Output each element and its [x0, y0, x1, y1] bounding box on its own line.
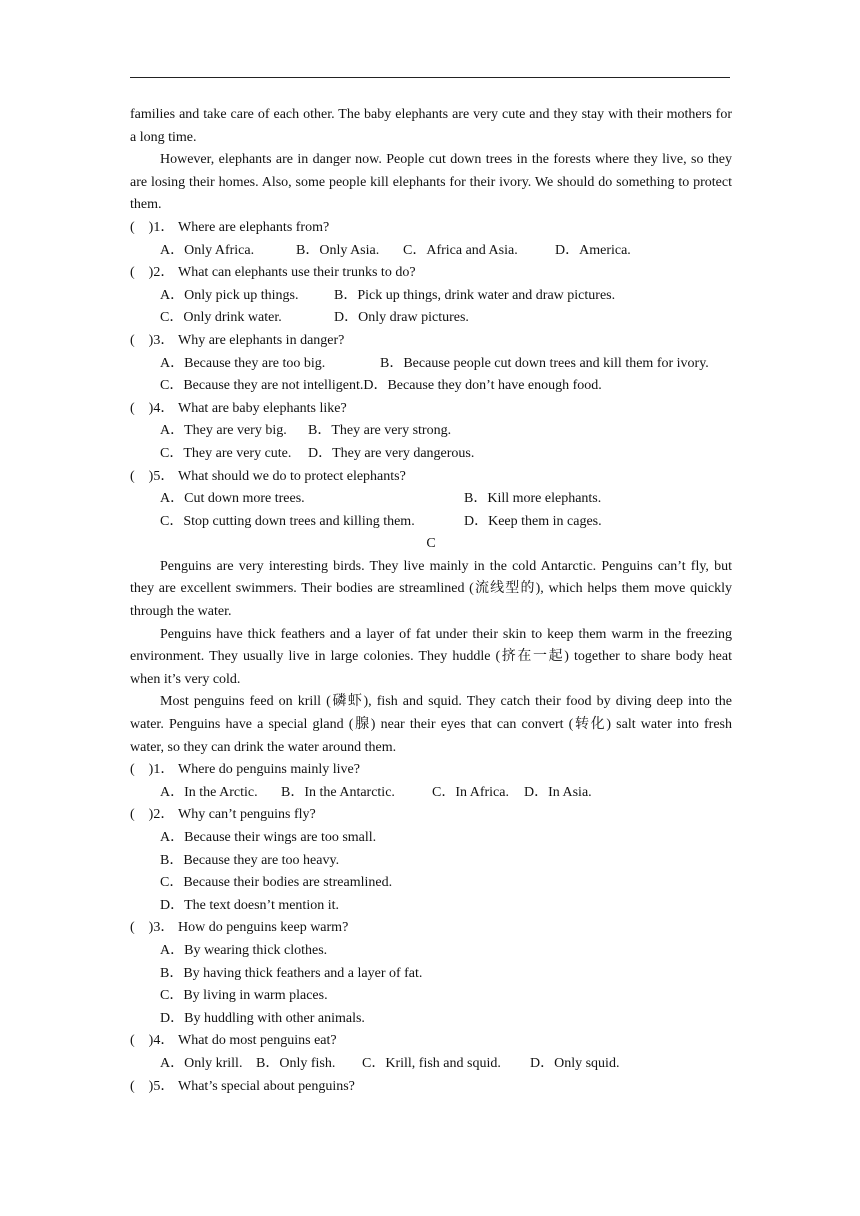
options-row — [130, 240, 732, 263]
question-number: ( )2． — [130, 265, 175, 281]
content — [130, 104, 732, 1098]
option: A．Only krill. — [160, 1055, 243, 1071]
option: C．Because they are not intelligent. — [160, 378, 364, 394]
options-row — [130, 420, 732, 443]
option: C．Krill, fish and squid. — [362, 1055, 501, 1071]
question-text: What should we do to protect elephants? — [178, 468, 406, 484]
option: A．They are very big. — [160, 423, 287, 439]
question — [130, 759, 732, 782]
option: C．Stop cutting down trees and killing them. — [160, 513, 415, 529]
paragraph: Most penguins feed on krill (磷虾), fish and squid. They catch their food by diving deep into the water. Penguins have a special gland (腺) near their eyes that can convert (转化) salt water into fresh water, so they can drink the water around them. — [130, 694, 732, 755]
paragraph: families and take care of each other. The baby elephants are very cute and they stay with their mothers for a long time. — [130, 107, 732, 145]
option: D．Only squid. — [530, 1055, 620, 1071]
options-row — [130, 488, 732, 511]
options-row — [130, 443, 732, 466]
option: C．Only drink water. — [160, 310, 282, 326]
question — [130, 1076, 732, 1099]
option: B．Because they are too heavy. — [160, 852, 340, 868]
question — [130, 262, 732, 285]
paragraph: Penguins have thick feathers and a layer of fat under their skin to keep them warm in the freezing environment. They usually live in large colonies. They huddle (挤在一起) together to share body heat when it’s very cold. — [130, 626, 732, 687]
option: D．Keep them in cages. — [464, 513, 602, 529]
option: A．Only pick up things. — [160, 287, 299, 303]
option: C．They are very cute. — [160, 445, 292, 461]
question-number: ( )1． — [130, 219, 175, 235]
question-number: ( )2． — [130, 807, 175, 823]
section-heading: C — [426, 536, 436, 552]
option: B．Because people cut down trees and kill them for ivory. — [380, 355, 709, 371]
option: D．Only draw pictures. — [334, 310, 469, 326]
options-row — [130, 353, 732, 376]
option: C．Because their bodies are streamlined. — [160, 875, 393, 891]
option: C．Africa and Asia. — [403, 242, 518, 258]
question-number: ( )4． — [130, 400, 175, 416]
option: B．In the Antarctic. — [281, 784, 395, 800]
option: D．Because they don’t have enough food. — [363, 378, 602, 394]
options-row — [130, 782, 732, 805]
question-text: Why are elephants in danger? — [178, 332, 345, 348]
question-text: Where are elephants from? — [178, 219, 330, 235]
option: B．Pick up things, drink water and draw pictures. — [334, 287, 616, 303]
options-row — [130, 511, 732, 534]
question-number: ( )3． — [130, 332, 175, 348]
option: A．Because their wings are too small. — [160, 830, 377, 845]
options-row — [130, 307, 732, 330]
question-text: Where do penguins mainly live? — [178, 762, 360, 778]
option: A．Cut down more trees. — [160, 491, 305, 507]
question-text: How do penguins keep warm? — [178, 920, 349, 936]
question-number: ( )1． — [130, 762, 175, 778]
option: C．In Africa. — [432, 784, 509, 800]
option: A．By wearing thick clothes. — [160, 942, 328, 958]
option: C．By living in warm places. — [160, 988, 328, 1004]
question — [130, 330, 732, 353]
question — [130, 917, 732, 940]
question-text: What can elephants use their trunks to do? — [178, 265, 416, 281]
option: B．Kill more elephants. — [464, 491, 602, 507]
option: A．Because they are too big. — [160, 355, 326, 371]
option: B．By having thick feathers and a layer of fat. — [160, 965, 423, 981]
question-text: What are baby elephants like? — [178, 400, 347, 416]
options-row — [130, 285, 732, 308]
question-text: What do most penguins eat? — [178, 1033, 337, 1049]
question — [130, 398, 732, 421]
option: D．America. — [555, 242, 631, 258]
option: D．The text doesn’t mention it. — [160, 897, 339, 913]
option: A．Only Africa. — [160, 242, 255, 258]
header-rule — [130, 77, 730, 78]
option: A．In the Arctic. — [160, 784, 258, 800]
question-number: ( )5． — [130, 468, 175, 484]
option: D．In Asia. — [524, 784, 592, 800]
question — [130, 1030, 732, 1053]
question-text: Why can’t penguins fly? — [178, 807, 316, 823]
option: D．They are very dangerous. — [308, 445, 475, 461]
option: B．Only fish. — [256, 1055, 336, 1071]
options-row — [130, 1053, 732, 1076]
question — [130, 217, 732, 240]
question-number: ( )3． — [130, 920, 175, 936]
paragraph: Penguins are very interesting birds. They live mainly in the cold Antarctic. Penguins can’t fly, but they are excellent swimmers. Their bodies are streamlined (流线型的), which helps them move quickly through the water. — [130, 558, 732, 620]
question — [130, 804, 732, 827]
paragraph: However, elephants are in danger now. People cut down trees in the forests where they live, so they are losing their homes. Also, some people kill elephants for their ivory. We should do something to protect them. — [130, 152, 732, 213]
question-text: What’s special about penguins? — [178, 1078, 355, 1094]
option: D．By huddling with other animals. — [160, 1010, 365, 1026]
option: B．Only Asia. — [296, 242, 380, 258]
question — [130, 466, 732, 489]
question-number: ( )5． — [130, 1078, 175, 1094]
options-row — [130, 375, 732, 398]
question-number: ( )4． — [130, 1033, 175, 1049]
option: B．They are very strong. — [308, 423, 452, 439]
